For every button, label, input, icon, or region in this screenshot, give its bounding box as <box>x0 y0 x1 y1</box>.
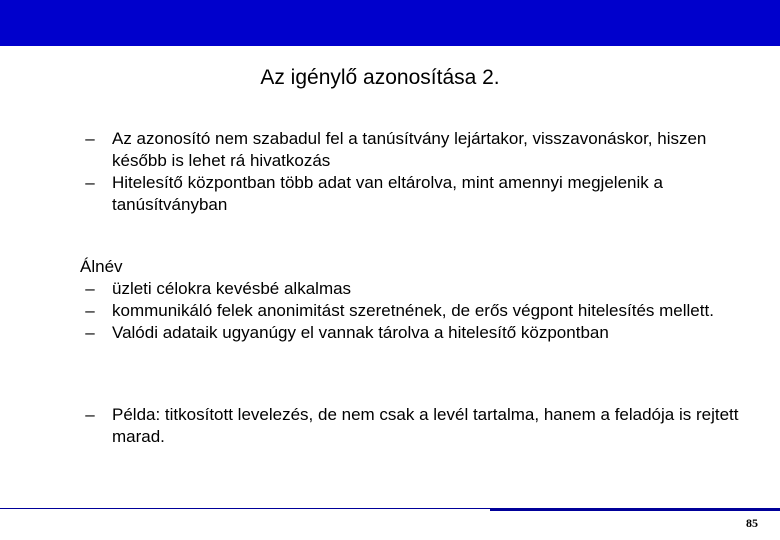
header-bar <box>0 0 780 46</box>
bullet-dash: – <box>85 129 95 148</box>
slide-title: Az igénylő azonosítása 2. <box>260 66 500 89</box>
list-item-text: Az azonosító nem szabadul fel a tanúsítvány lejártakor, visszavonáskor, hiszen később is lehet rá hivatkozás <box>112 129 707 170</box>
bullet-list-pseudonym <box>80 278 760 344</box>
footer-divider-accent <box>490 508 780 511</box>
list-item <box>80 172 760 216</box>
list-item <box>80 278 760 300</box>
list-item <box>80 300 760 322</box>
list-item-text: Valódi adataik ugyanúgy el vannak tárolva a hitelesítő központban <box>112 323 609 342</box>
bullet-dash: – <box>85 323 95 342</box>
section-heading: Álnév <box>80 257 123 276</box>
bullet-list-identifier <box>80 128 760 216</box>
list-item-text: Példa: titkosított levelezés, de nem csak a levél tartalma, hanem a feladója is rejtett marad. <box>112 405 739 446</box>
bullet-list-example <box>80 404 760 448</box>
bullet-dash: – <box>85 301 95 320</box>
list-item-text: üzleti célokra kevésbé alkalmas <box>112 279 352 298</box>
list-item <box>80 404 760 448</box>
list-item-text: kommunikáló felek anonimitást szeretnének, de erős végpont hitelesítés mellett. <box>112 301 714 320</box>
bullet-dash: – <box>85 173 95 192</box>
pseudonym-section <box>80 256 760 344</box>
bullet-dash: – <box>85 405 95 424</box>
list-item <box>80 322 760 344</box>
bullet-dash: – <box>85 279 95 298</box>
list-item-text: Hitelesítő központban több adat van eltárolva, mint amennyi megjelenik a tanúsítványban <box>112 173 663 214</box>
list-item <box>80 128 760 172</box>
page-number: 85 <box>746 516 758 530</box>
